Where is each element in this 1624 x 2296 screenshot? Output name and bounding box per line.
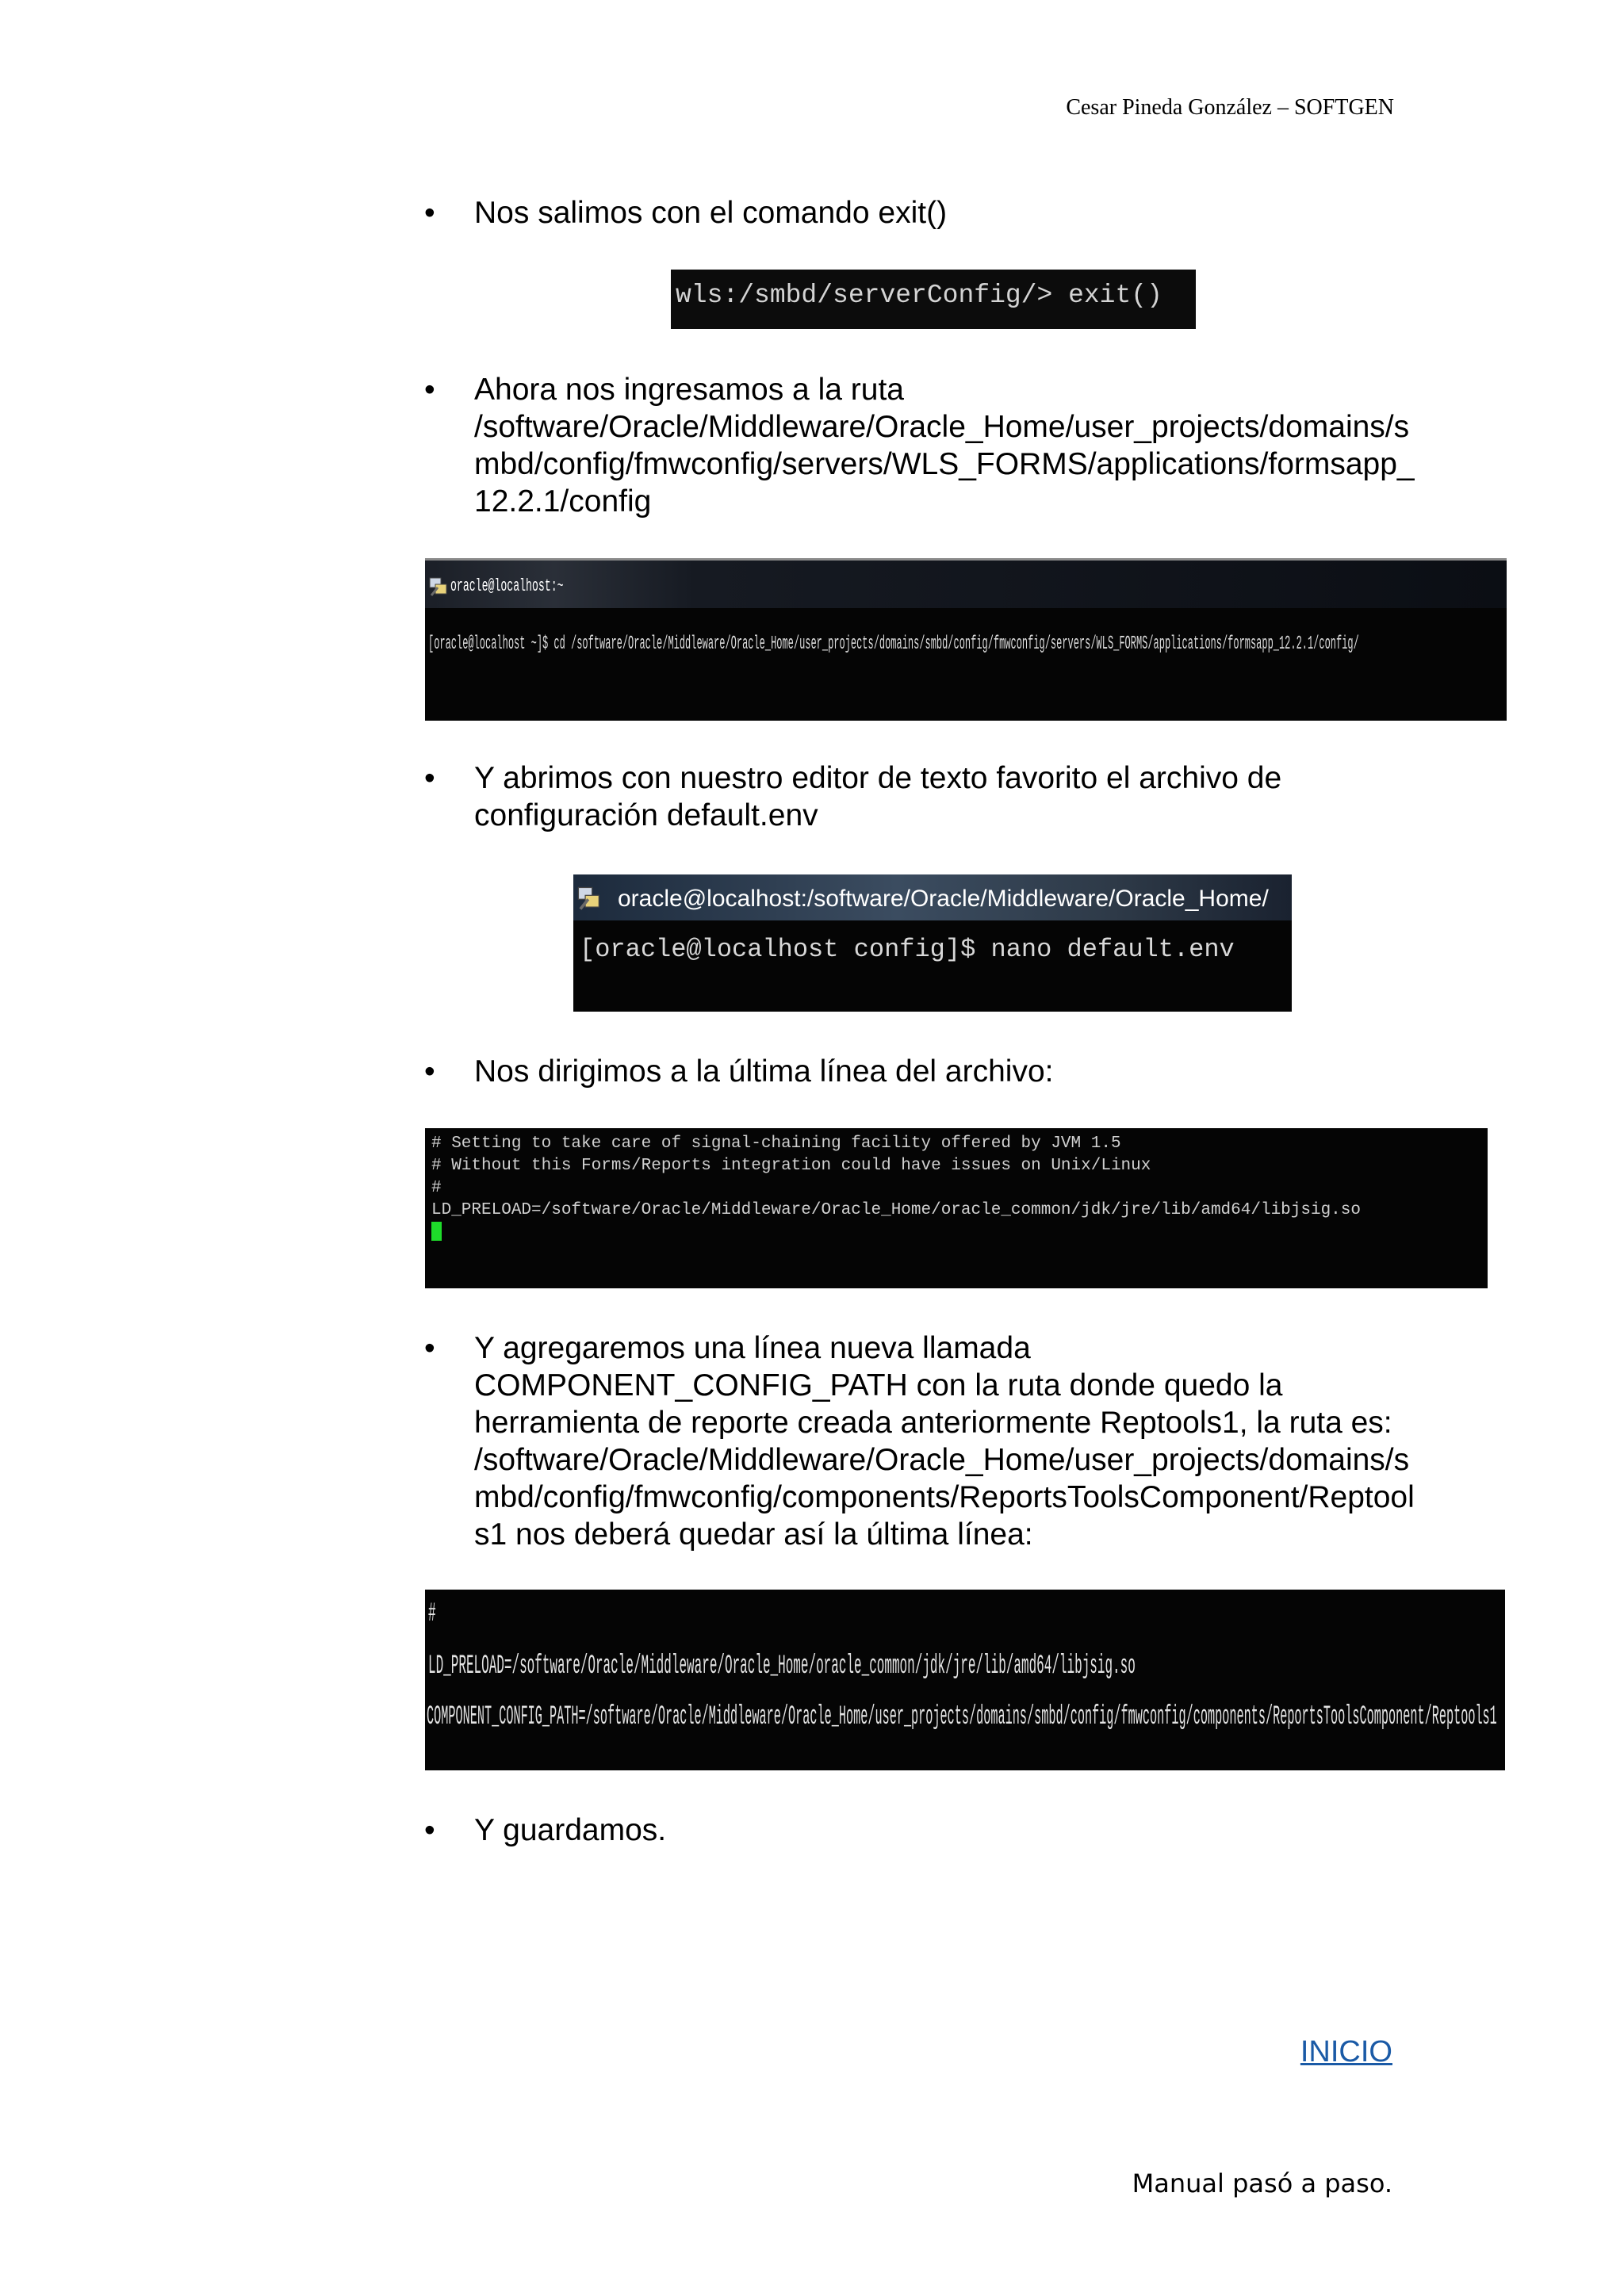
env-line: # Setting to take care of signal-chaining facility offered by JVM 1.5 [431, 1135, 1121, 1153]
bullet-add-line [424, 1330, 1415, 1559]
terminal-titlebar [425, 561, 1507, 608]
bullet-marker: • [424, 1054, 435, 1089]
bullet-text: Nos salimos con el comando exit() [474, 196, 948, 230]
terminal-title: oracle@localhost:~ [450, 576, 564, 596]
env-line: # Without this Forms/Reports integration could have issues on Unix/Linux [431, 1157, 1151, 1175]
terminal-command: [oracle@localhost config]$ nano default.env [580, 935, 1235, 964]
bullet-exit [424, 194, 1392, 234]
terminal-cursor [431, 1222, 442, 1241]
env-file-content [431, 1133, 1361, 1244]
bullet-editor [424, 760, 1392, 839]
bullet-text: Nos dirigimos a la última línea del archivo: [474, 1054, 1054, 1089]
bullet-marker: • [424, 1813, 435, 1847]
env-line: LD_PRELOAD=/software/Oracle/Middleware/Oracle_Home/oracle_common/jdk/jre/lib/amd64/libjsig.so [431, 1201, 1361, 1219]
bullet-text: Y guardamos. [474, 1813, 667, 1847]
terminal-exit-screenshot [671, 270, 1196, 329]
terminal-cd-screenshot [425, 558, 1507, 721]
bullet-save [424, 1812, 1392, 1851]
bullet-cd-route [424, 371, 1415, 526]
inicio-link[interactable]: INICIO [1300, 2035, 1392, 2068]
putty-icon [576, 886, 602, 911]
env-line: # [428, 1599, 436, 1629]
putty-icon [428, 576, 449, 597]
bullet-text: Y agregaremos una línea nueva llamada COMPONENT_CONFIG_PATH con la ruta donde quedo la herramienta de reporte creada anteriormente Reptools1, la ruta es: /software/Oracle/Middleware/Oracle_Home/user_projects/domains/s mbd/config/fmwconfig/components/ReportsToolsComponent/Reptool s1 nos deberá quedar así la última línea: [474, 1331, 1415, 1552]
bullet-marker: • [424, 373, 435, 407]
bullet-marker: • [424, 196, 435, 230]
terminal-nano-screenshot [573, 874, 1292, 1012]
bullet-marker: • [424, 1331, 435, 1365]
bullet-last-line [424, 1053, 1392, 1093]
terminal-command: [oracle@localhost ~]$ cd /software/Oracle/Middleware/Oracle_Home/user_projects/domains/smbd/config/fmwconfig/servers/WLS_FORMS/applications/formsapp_12.2.1/config/ [428, 633, 1359, 655]
terminal-command: wls:/smbd/serverConfig/> exit() [676, 281, 1162, 310]
terminal-title: oracle@localhost:/software/Oracle/Middleware/Oracle_Home/ [618, 886, 1269, 912]
env-line: # [431, 1179, 442, 1197]
cursor-line [431, 1222, 1361, 1244]
bullet-text: Y abrimos con nuestro editor de texto favorito el archivo de configuración default.env [474, 761, 1282, 832]
page-footer: Manual pasó a paso. [1132, 2168, 1392, 2198]
terminal-env-tail-screenshot [425, 1128, 1488, 1288]
page-header: Cesar Pineda González – SOFTGEN [1066, 95, 1394, 120]
env-line: LD_PRELOAD=/software/Oracle/Middleware/Oracle_Home/oracle_common/jdk/jre/lib/amd64/libjsig.so [428, 1651, 1136, 1682]
terminal-env-new-screenshot [425, 1590, 1505, 1770]
env-line-new: COMPONENT_CONFIG_PATH=/software/Oracle/Middleware/Oracle_Home/user_projects/domains/smbd/config/fmwconfig/components/ReportsToolsComponent/Reptools1 [427, 1702, 1497, 1732]
bullet-marker: • [424, 761, 435, 795]
terminal-titlebar [573, 874, 1292, 920]
bullet-text: Ahora nos ingresamos a la ruta /software/Oracle/Middleware/Oracle_Home/user_projects/domains/s mbd/config/fmwconfig/servers/WLS_FORMS/applications/formsapp_ 12.2.1/config [474, 373, 1415, 519]
